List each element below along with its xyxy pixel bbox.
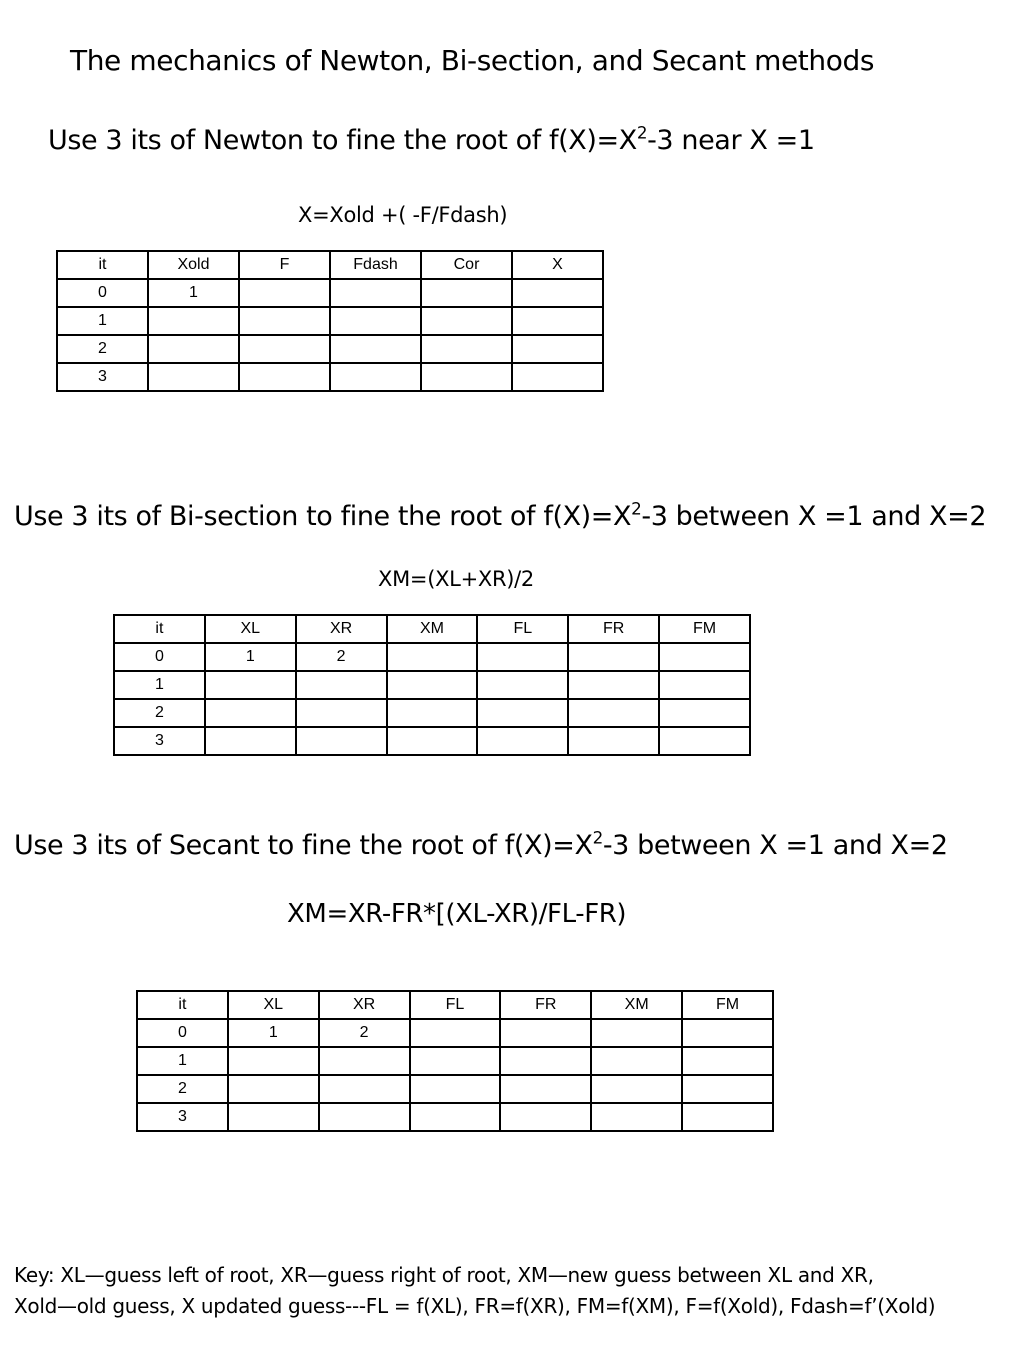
table-row (137, 1103, 773, 1131)
table-cell: 1 (148, 279, 239, 307)
table-row (57, 307, 603, 335)
table-cell (568, 643, 659, 671)
table-cell (682, 1075, 773, 1103)
table-cell (682, 1019, 773, 1047)
table-cell: 2 (137, 1075, 228, 1103)
table-cell (330, 307, 421, 335)
table-cell (421, 363, 512, 391)
column-header: it (137, 991, 228, 1019)
table-cell (319, 1047, 410, 1075)
table-cell (410, 1075, 501, 1103)
table-cell (228, 1103, 319, 1131)
table-cell: 2 (319, 1019, 410, 1047)
newton-instruction-exponent: 2 (636, 122, 648, 143)
table-cell (387, 727, 478, 755)
table-cell (296, 727, 387, 755)
table-cell: 0 (114, 643, 205, 671)
bisection-instruction-exponent: 2 (631, 498, 642, 519)
table-row (137, 1075, 773, 1103)
table-cell (421, 335, 512, 363)
table-cell: 2 (296, 643, 387, 671)
table-cell (659, 643, 750, 671)
column-header: it (114, 615, 205, 643)
table-cell (659, 699, 750, 727)
table-cell: 3 (137, 1103, 228, 1131)
table-cell (239, 307, 330, 335)
table-cell (330, 335, 421, 363)
table-cell (410, 1047, 501, 1075)
bisection-instruction-text: Use 3 its of Bi-section to fine the root of f(X)=X (14, 501, 632, 532)
key-line-2: Xold—old guess, X updated guess---FL = f(XL), FR=f(XR), FM=f(XM), F=f(Xold), Fdash=f’(Xold) (14, 1294, 936, 1318)
table-header-row (57, 251, 603, 279)
table-cell (512, 363, 603, 391)
secant-instruction (14, 827, 948, 861)
table-cell (228, 1047, 319, 1075)
table-cell: 1 (205, 643, 296, 671)
column-header: FM (659, 615, 750, 643)
newton-instruction (48, 122, 815, 156)
column-header: XR (296, 615, 387, 643)
key-line-1: Key: XL—guess left of root, XR—guess right of root, XM—new guess between XL and XR, (14, 1263, 874, 1287)
table-cell (387, 671, 478, 699)
bisection-formula: XM=(XL+XR)/2 (378, 567, 534, 591)
table-cell (477, 643, 568, 671)
table-row (57, 335, 603, 363)
table-cell (477, 727, 568, 755)
table-cell (500, 1103, 591, 1131)
secant-instruction-tail: -3 between X =1 and X=2 (602, 830, 948, 861)
column-header: it (57, 251, 148, 279)
table-cell (239, 363, 330, 391)
table-cell: 3 (57, 363, 148, 391)
table-cell: 2 (114, 699, 205, 727)
bisection-table (113, 614, 751, 756)
table-cell: 2 (57, 335, 148, 363)
table-cell (148, 363, 239, 391)
column-header: XR (319, 991, 410, 1019)
table-cell (387, 699, 478, 727)
secant-table (136, 990, 774, 1132)
table-cell (410, 1019, 501, 1047)
table-row (137, 1019, 773, 1047)
table-cell (500, 1019, 591, 1047)
table-row (114, 699, 750, 727)
table-cell (205, 671, 296, 699)
table-cell: 3 (114, 727, 205, 755)
bisection-instruction (14, 498, 987, 532)
table-cell (228, 1075, 319, 1103)
table-header-row (137, 991, 773, 1019)
table-row (57, 279, 603, 307)
table-cell (330, 279, 421, 307)
table-cell (296, 671, 387, 699)
secant-formula: XM=XR-FR*[(XL-XR)/FL-FR) (287, 899, 627, 929)
secant-instruction-exponent: 2 (592, 827, 603, 848)
table-cell (591, 1047, 682, 1075)
column-header: FL (477, 615, 568, 643)
table-cell: 1 (57, 307, 148, 335)
table-cell (319, 1103, 410, 1131)
column-header: Xold (148, 251, 239, 279)
table-row (57, 363, 603, 391)
table-cell (330, 363, 421, 391)
table-cell (682, 1047, 773, 1075)
table-cell (387, 643, 478, 671)
newton-instruction-text: Use 3 its of Newton to fine the root of f(X)=X (48, 125, 637, 156)
column-header: FM (682, 991, 773, 1019)
table-cell (296, 699, 387, 727)
table-row (114, 727, 750, 755)
table-cell (410, 1103, 501, 1131)
table-cell (682, 1103, 773, 1131)
table-cell (568, 671, 659, 699)
table-cell (148, 335, 239, 363)
table-cell (421, 279, 512, 307)
column-header: FL (410, 991, 501, 1019)
page-title: The mechanics of Newton, Bi-section, and Secant methods (70, 44, 875, 77)
table-cell (205, 727, 296, 755)
table-cell (591, 1019, 682, 1047)
table-cell (568, 727, 659, 755)
table-row (137, 1047, 773, 1075)
table-row (114, 643, 750, 671)
table-cell (512, 279, 603, 307)
column-header: FR (500, 991, 591, 1019)
bisection-instruction-tail: -3 between X =1 and X=2 (641, 501, 987, 532)
table-cell: 0 (137, 1019, 228, 1047)
table-cell (591, 1103, 682, 1131)
newton-instruction-tail: -3 near X =1 (647, 125, 815, 156)
column-header: X (512, 251, 603, 279)
table-cell (477, 699, 568, 727)
table-cell: 0 (57, 279, 148, 307)
table-cell (591, 1075, 682, 1103)
table-cell (239, 335, 330, 363)
table-header-row (114, 615, 750, 643)
column-header: Cor (421, 251, 512, 279)
table-cell (659, 671, 750, 699)
table-cell: 1 (137, 1047, 228, 1075)
secant-instruction-text: Use 3 its of Secant to fine the root of f(X)=X (14, 830, 593, 861)
table-cell (512, 307, 603, 335)
table-cell (239, 279, 330, 307)
column-header: FR (568, 615, 659, 643)
table-cell (512, 335, 603, 363)
table-cell (500, 1047, 591, 1075)
table-cell (148, 307, 239, 335)
table-cell (568, 699, 659, 727)
table-row (114, 671, 750, 699)
column-header: XL (205, 615, 296, 643)
table-cell: 1 (228, 1019, 319, 1047)
table-cell (659, 727, 750, 755)
table-cell (205, 699, 296, 727)
table-cell (477, 671, 568, 699)
column-header: F (239, 251, 330, 279)
table-cell (500, 1075, 591, 1103)
column-header: XM (591, 991, 682, 1019)
table-cell (421, 307, 512, 335)
column-header: XM (387, 615, 478, 643)
newton-formula: X=Xold +( -F/Fdash) (298, 203, 508, 227)
newton-table (56, 250, 604, 392)
table-cell (319, 1075, 410, 1103)
column-header: XL (228, 991, 319, 1019)
column-header: Fdash (330, 251, 421, 279)
table-cell: 1 (114, 671, 205, 699)
